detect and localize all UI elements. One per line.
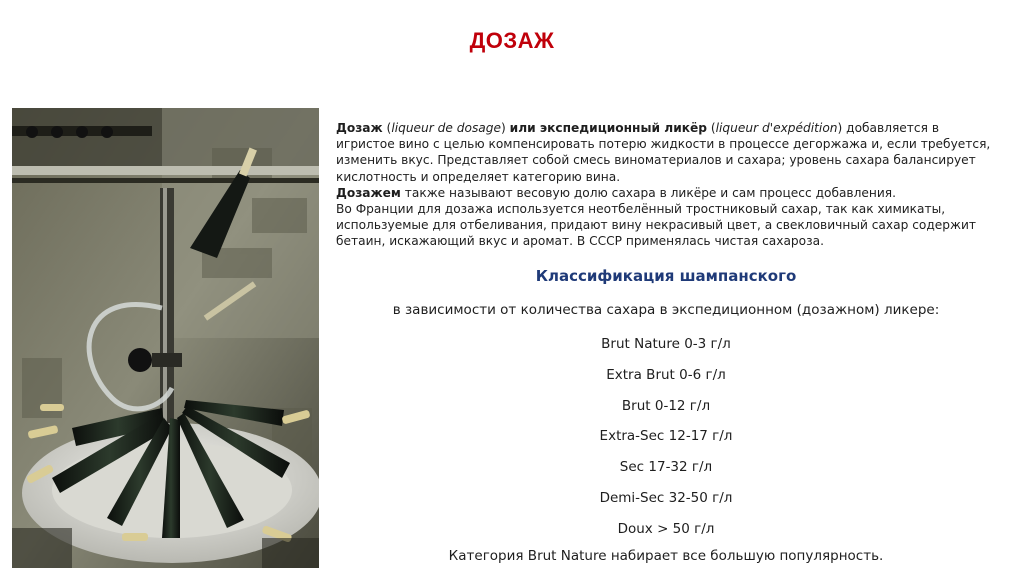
intro-text <box>336 120 996 250</box>
classification-list <box>336 332 996 548</box>
intro-paragraph-1 <box>336 120 996 185</box>
intro-paragraph-3: Во Франции для дозажа используется неотбелённый тростниковый сахар, так как химикаты, используемые для отбеливания, придают вину некрасивый цвет, а свекловичный сахар содержит бетаин, искажающий вкус и аромат. В СССР применялась чистая сахароза. <box>336 202 977 249</box>
paren-close: ) <box>837 121 843 135</box>
intro-paragraph-2 <box>336 185 996 201</box>
paren-open: ( <box>707 121 716 135</box>
list-item: Brut 0-12 г/л <box>621 397 711 414</box>
list-item: Sec 17-32 г/л <box>619 459 713 476</box>
intro-paragraph-1-rest: добавляется в игристое вино с целью компенсировать потерю жидкости в процессе дегоржажа и, если требуется, изменить вкус. Представляет собой смесь виноматериалов и сахара; уровень сахара балансирует кислотность и определяет категорию вина. <box>336 121 991 184</box>
term-expedition-liqueur: или экспедиционный ликёр <box>509 121 708 135</box>
list-item: Extra Brut 0-6 г/л <box>606 366 726 383</box>
slide-title: ДОЗАЖ <box>469 28 555 53</box>
term-dosazhem: Дозажем <box>336 185 401 200</box>
list-item: Demi-Sec 32-50 г/л <box>599 489 733 506</box>
list-item: Doux > 50 г/л <box>617 520 715 537</box>
classification-footer: Категория Brut Nature набирает все большую популярность. <box>448 548 884 564</box>
classification-subtitle: в зависимости от количества сахара в экспедиционном (дозажном) ликере: <box>392 302 940 318</box>
intro-paragraph-2-rest: также называют весовую долю сахара в ликёре и сам процесс добавления. <box>400 185 897 200</box>
paren-close: ) <box>501 121 510 135</box>
classification-title: Классификация шампанского <box>535 267 797 285</box>
list-item: Extra-Sec 12-17 г/л <box>599 428 733 445</box>
list-item: Brut Nature 0-3 г/л <box>601 336 731 352</box>
term-expedition-french: liqueur d'expédition <box>715 121 838 135</box>
paren-open: ( <box>382 121 392 135</box>
term-dosage-french: liqueur de dosage <box>391 121 502 135</box>
term-dosage: Дозаж <box>336 121 383 135</box>
dosage-machine-photo <box>12 108 319 568</box>
